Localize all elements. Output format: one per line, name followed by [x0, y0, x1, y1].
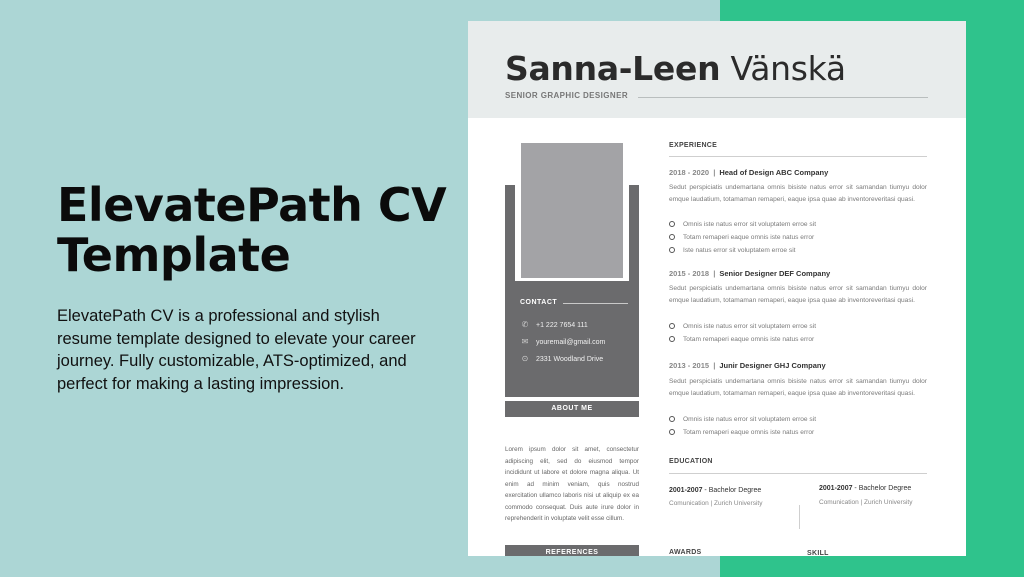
profile-photo-placeholder: [521, 143, 623, 278]
contact-divider: [563, 303, 628, 304]
job-bullet: Omnis iste natus error sit voluptatem erroe sit: [669, 416, 816, 423]
education-degree: Bachelor Degree: [858, 485, 912, 492]
contact-phone: [520, 320, 588, 329]
contact-phone-text: +1 222 7654 111: [536, 322, 588, 329]
job-bullet: Totam remaperi eaque omnis iste natus error: [669, 336, 814, 343]
experience-title: EXPERIENCE: [669, 142, 718, 149]
education-entry: 2001-2007 - Bachelor Degree: [669, 487, 762, 494]
promo-description: ElevatePath CV is a professional and stylish resume template designed to elevate your career journey. Fully customizable, ATS-optimized, and perfect for making a lasting impression.: [57, 307, 416, 393]
promo-title: ElevatePath CV Template: [57, 178, 447, 282]
job-bullet: Omnis iste natus error sit voluptatem erroe sit: [669, 323, 816, 330]
contact-address-text: 2331 Woodland Drive: [536, 356, 604, 363]
job-years: 2013 - 2015: [669, 361, 710, 370]
job-description: Sedut perspiciatis undemartana omnis bisiste natus error sit samandan tiumyu dolor emque laudatium, totamaman remaperi, eaque ipsa quae ab inventoreveritasi quasi.: [669, 378, 927, 397]
contact-title: CONTACT: [520, 299, 558, 306]
job-company: Junir Designer GHJ Company: [719, 361, 826, 370]
awards-title: AWARDS: [669, 549, 702, 556]
resume-role: SENIOR GRAPHIC DESIGNER: [505, 91, 628, 100]
education-years: 2001-2007: [669, 487, 703, 494]
contact-address: [520, 354, 603, 363]
job-bullet: Omnis iste natus error sit voluptatem erroe sit: [669, 221, 816, 228]
about-text: Lorem ipsum dolor sit amet, consectetur adipiscing elit, sed do eiusmod tempor incididunt ut labore et dolore magna aliqua. Ut enim ad minim veniam, quis nostrud exercitation ullamco laboris nisi ut aliquip ex ea commodo consequat. Duis aute irure dolor in reprehenderit in voluptate velit esse cillum.: [505, 446, 639, 522]
education-degree: Bachelor Degree: [708, 487, 762, 494]
education-divider: [669, 473, 927, 474]
resume-header: [468, 21, 966, 118]
resume-name: [505, 49, 846, 88]
skill-title: SKILL: [807, 550, 829, 556]
job-description: Sedut perspiciatis undemartana omnis bisiste natus error sit samandan tiumyu dolor emque laudatium, totamaman remaperi, eaque ipsa quae ab inventoreveritasi quasi.: [669, 184, 927, 203]
references-title: REFERENCES: [505, 545, 639, 556]
last-name: Vänskä: [730, 49, 846, 88]
job-bullet: Iste natus error sit voluptatem erroe sit: [669, 247, 796, 254]
job-title: 2015 - 2018 | Senior Designer DEF Company: [669, 269, 831, 278]
education-school: Comunication | Zurich University: [669, 500, 763, 507]
job-title: 2018 - 2020 | Head of Design ABC Company: [669, 168, 829, 177]
job-company: Senior Designer DEF Company: [719, 269, 831, 278]
contact-email-text: youremail@gmail.com: [536, 339, 606, 346]
education-title: EDUCATION: [669, 458, 713, 465]
job-bullet: Totam remaperi eaque omnis iste natus error: [669, 429, 814, 436]
education-entry: 2001-2007 - Bachelor Degree: [819, 485, 912, 492]
phone-icon: ✆: [521, 320, 529, 329]
education-school: Comunication | Zurich University: [819, 499, 913, 506]
education-years: 2001-2007: [819, 485, 853, 492]
about-title: ABOUT ME: [505, 401, 639, 417]
job-years: 2015 - 2018: [669, 269, 710, 278]
mail-icon: ✉: [521, 337, 529, 346]
education-column-divider: [799, 505, 800, 529]
job-company: Head of Design ABC Company: [719, 168, 829, 177]
job-description: Sedut perspiciatis undemartana omnis bisiste natus error sit samandan tiumyu dolor emque laudatium, totamaman remaperi, eaque ipsa quae ab inventoreveritasi quasi.: [669, 285, 927, 304]
resume-preview: [468, 21, 966, 556]
job-title: 2013 - 2015 | Junir Designer GHJ Company: [669, 361, 826, 370]
first-name: Sanna-Leen: [505, 49, 721, 88]
job-years: 2018 - 2020: [669, 168, 710, 177]
header-divider: [638, 97, 928, 98]
job-bullet: Totam remaperi eaque omnis iste natus error: [669, 234, 814, 241]
experience-divider: [669, 156, 927, 157]
contact-email: [520, 337, 605, 346]
location-icon: ⊙: [521, 354, 529, 363]
